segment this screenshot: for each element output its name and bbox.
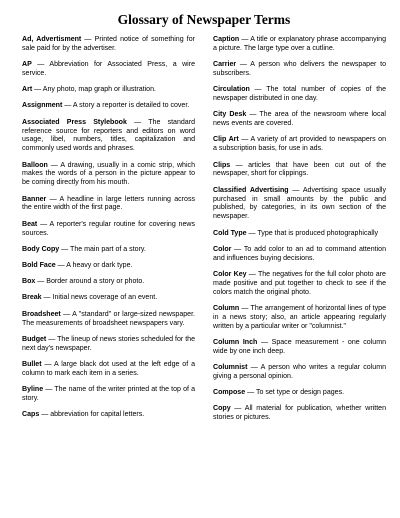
glossary-entry [213,61,386,79]
glossary-definition: — Border around a story or photo. [35,278,145,286]
glossary-entry [213,36,386,54]
glossary-entry [22,196,195,214]
glossary-definition: — The area of the newsroom where local news events are covered. [213,111,386,128]
glossary-definition: — Any photo, map graph or illustration. [32,86,156,94]
glossary-term: AP [22,61,32,69]
glossary-entry [213,86,386,104]
glossary-term: Column [213,304,240,312]
glossary-entry [213,187,386,223]
glossary-term: Body Copy [22,245,60,253]
glossary-definition: — All material for publication, whether written stories or pictures. [213,405,386,422]
glossary-term: Banner [22,195,47,203]
glossary-entry [213,389,386,398]
glossary-definition: — Space measurement - one column wide by one inch deep. [213,338,387,355]
glossary-definition: — Advertising space usually purchased in small amounts by the public and published, by categories, in its own section of the newspaper. [213,186,386,221]
glossary-term: Budget [22,335,47,343]
right-column [213,36,386,430]
glossary-definition: — A title or explanatory phrase accompanying a picture. The large type over a cutline. [213,36,386,52]
glossary-entry [213,230,386,239]
glossary-definition: — A person who writes a regular column giving a personal opinion. [213,364,386,380]
glossary-entry [22,386,195,404]
glossary-definition: — The lineup of news stories scheduled for the next day's newspaper. [22,335,196,352]
glossary-definition: — Abbreviation for Associated Press, a wire service. [22,61,195,78]
glossary-entry [213,136,386,154]
glossary-definition: — The main part of a story. [59,245,146,253]
glossary-entry [22,246,195,255]
glossary-entry [22,262,195,271]
glossary-entry [22,361,195,379]
glossary-entry [22,86,195,95]
glossary-term: Caps [22,411,40,419]
glossary-definition: — A heavy or dark type. [55,261,133,269]
page-title: Glossary of Newspaper Terms [117,12,291,27]
glossary-entry [22,411,195,420]
glossary-entry [213,246,386,264]
glossary-term: Associated Press Stylebook [22,118,127,126]
glossary-entry [213,339,386,357]
glossary-term: Cold Type [213,229,247,237]
glossary-definition: — A story a reporter is detailed to cover. [62,102,190,110]
glossary-entry [213,364,386,382]
glossary-definition: — A reporter's regular routine for covering news sources. [22,220,195,237]
glossary-entry [22,294,195,303]
left-column [22,36,195,430]
glossary-entry [213,405,386,423]
glossary-definition: — Type that is produced photographically [246,229,379,237]
glossary-term: Columnist [213,364,248,372]
glossary-definition: — A "standard" or large-sized newspaper. The measurements of broadsheet newspapers vary. [22,310,195,327]
glossary-definition: — The negatives for the full color photo are made positive and put together to check to see if the colors match the original photo. [213,270,386,296]
glossary-term: Bold Face [22,261,56,269]
glossary-term: Break [22,294,42,302]
glossary-definition: — The arrangement of horizontal lines of type in a news story; also, an article appearing regularly written by a particular writer or "columnist." [213,304,386,330]
glossary-entry [22,36,195,54]
glossary-entry [22,61,195,79]
glossary-definition: — A variety of art provided to newspapers on a subscription basis, for use in ads. [213,136,386,153]
glossary-term: Broadsheet [22,310,61,318]
glossary-term: Box [22,278,36,286]
glossary-term: Art [22,86,33,94]
glossary-definition: — abbreviation for capital letters. [39,411,145,419]
glossary-term: Circulation [213,86,250,94]
glossary-term: Clips [213,161,231,169]
glossary-term: Clip Art [213,136,239,144]
glossary-term: Column Inch [213,338,258,346]
glossary-definition: — Initial news coverage of an event. [41,294,158,302]
glossary-term: Color [213,245,232,253]
glossary-term: Balloon [22,161,48,169]
glossary-term: Ad, Advertisment [22,36,82,43]
glossary-term: Caption [213,36,240,43]
glossary-definition: — The name of the writer printed at the top of a story. [22,385,195,402]
glossary-definition: — articles that have been cut out of the newspaper, short for clippings. [213,161,386,178]
glossary-entry [22,336,195,354]
glossary-definition: — A drawing, usually in a comic strip, which makes the words of a person in the picture appear to be coming directly from his mouth. [22,161,195,187]
glossary-term: Classified Advertising [213,186,289,194]
glossary-definition: — To set type or design pages. [245,389,345,397]
glossary-entry [22,119,195,155]
glossary-definition: — The standard reference source for reporters and editors on word usage, libel, numbers, titles, capitalization and commonly used words and phrases. [22,118,195,153]
glossary-entry [213,271,386,298]
glossary-entry [22,102,195,111]
glossary-term: Copy [213,405,231,413]
glossary-entry [22,221,195,239]
glossary-term: Compose [213,389,246,397]
glossary-definition: — A large black dot used at the left edge of a column to mark each item in a series. [22,360,195,377]
glossary-entry [213,111,386,129]
glossary-term: Assignment [22,102,63,110]
glossary-term: City Desk [213,111,247,119]
glossary-entry [22,278,195,287]
glossary-entry [213,305,386,332]
glossary-definition: — To add color to an ad to command attention and influences buying decisions. [213,245,386,262]
glossary-term: Carrier [213,61,237,69]
glossary-definition: — The total number of copies of the newspaper distributed in one day. [213,86,386,103]
glossary-definition: — Printed notice of something for sale paid for by the advertiser. [22,36,195,52]
glossary-term: Byline [22,385,44,393]
glossary-term: Bullet [22,360,42,368]
glossary-entry [22,311,195,329]
glossary-term: Beat [22,220,38,228]
glossary-definition: — A headline in large letters running across the entire width of the first page. [22,195,195,212]
glossary-definition: — A person who delivers the newspaper to subscribers. [213,61,386,78]
glossary-entry [213,162,386,180]
glossary-term: Color Key [213,270,247,278]
glossary-entry [22,162,195,189]
glossary-columns [22,36,386,430]
